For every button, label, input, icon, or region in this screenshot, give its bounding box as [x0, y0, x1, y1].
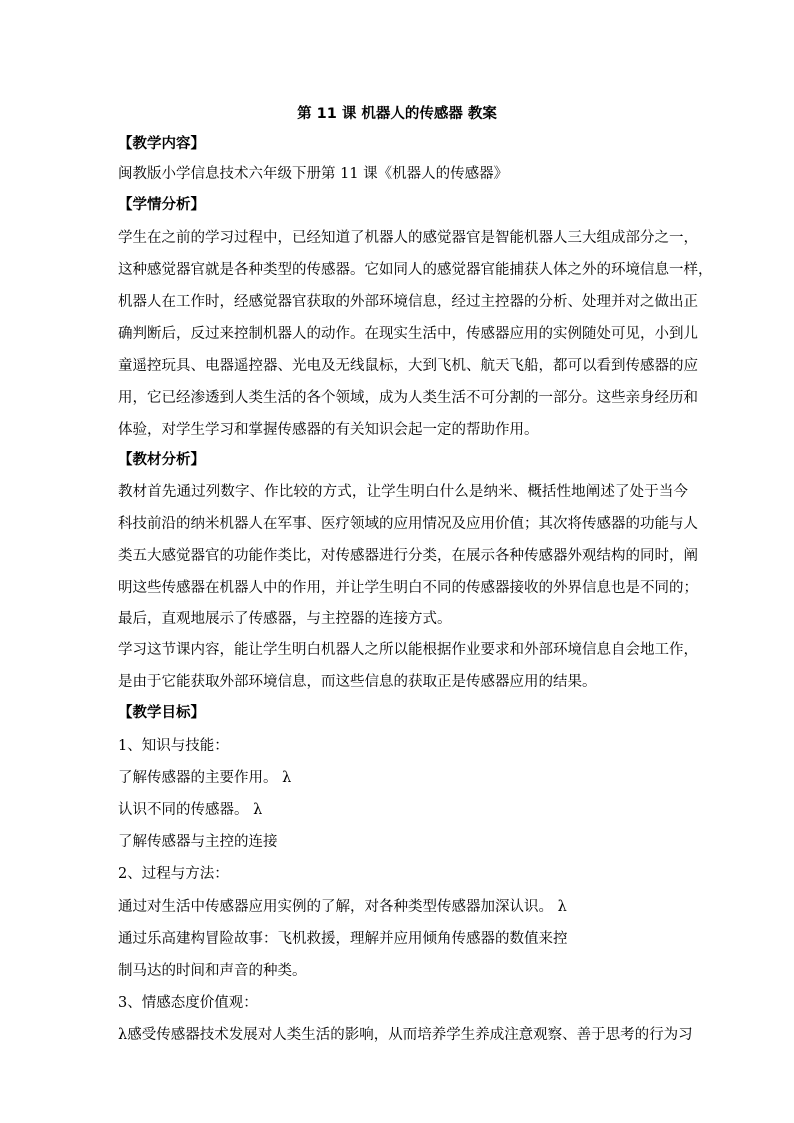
- learner-line: 体验，对学生学习和掌握传感器的有关知识会起一定的帮助作用。: [118, 422, 539, 438]
- goals-line: 3、情感态度价值观：: [118, 995, 258, 1011]
- goals-line: 通过乐高建构冒险故事：飞机救援，理解并应用倾角传感器的数值来控: [118, 931, 568, 947]
- material-line: 教材首先通过列数字、作比较的方式，让学生明白什么是纳米、概括性地阐述了处于当今: [118, 484, 688, 500]
- learner-line: 确判断后，反过来控制机器人的动作。在现实生活中，传感器应用的实例随处可见，小到儿: [118, 326, 698, 342]
- section-heading-content: 【教学内容】: [118, 136, 205, 152]
- goals-line: λ感受传感器技术发展对人类生活的影响，从而培养学生养成注意观察、善于思考的行为习: [118, 1027, 693, 1043]
- goals-line: 了解传感器与主控的连接: [118, 834, 278, 850]
- section-heading-learner: 【学情分析】: [118, 197, 205, 213]
- learner-line: 用，它已经渗透到人类生活的各个领域，成为人类生活不可分割的一部分。这些亲身经历和: [118, 390, 698, 406]
- material-line: 最后，直观地展示了传感器，与主控器的连接方式。: [118, 611, 452, 627]
- learner-line: 这种感觉器官就是各种类型的传感器。它如同人的感觉器官能捕获人体之外的环境信息一样，: [118, 262, 713, 278]
- material-line: 是由于它能获取外部环境信息，而这些信息的获取正是传感器应用的结果。: [118, 674, 597, 690]
- material-line: 明这些传感器在机器人中的作用，并让学生明白不同的传感器接收的外界信息也是不同的；: [118, 580, 698, 596]
- material-line: 科技前沿的纳米机器人在军事、医疗领域的应用情况及应用价值；其次将传感器的功能与人: [118, 516, 698, 532]
- goals-line: 2、过程与方法：: [118, 866, 229, 882]
- learner-line: 童遥控玩具、电器遥控器、光电及无线鼠标，大到飞机、航天飞船，都可以看到传感器的应: [118, 358, 698, 374]
- goals-line: 通过对生活中传感器应用实例的了解，对各种类型传感器加深认识。 λ: [118, 899, 567, 915]
- goals-line: 制马达的时间和声音的种类。: [118, 963, 307, 979]
- material-line: 类五大感觉器官的功能作类比，对传感器进行分类，在展示各种传感器外观结构的同时，阐: [118, 548, 698, 564]
- learner-line: 学生在之前的学习过程中，已经知道了机器人的感觉器官是智能机器人三大组成部分之一，: [118, 230, 698, 246]
- section-heading-goals: 【教学目标】: [118, 705, 205, 721]
- goals-line: 1、知识与技能：: [118, 738, 229, 754]
- content-text: 闽教版小学信息技术六年级下册第 11 课《机器人的传感器》: [118, 166, 509, 182]
- material-line: 学习这节课内容，能让学生明白机器人之所以能根据作业要求和外部环境信息自会地工作，: [118, 642, 698, 658]
- goals-line: 认识不同的传感器。 λ: [118, 802, 263, 818]
- section-heading-material: 【教材分析】: [118, 452, 205, 468]
- document-title: 第 11 课 机器人的传感器 教案: [297, 106, 497, 122]
- goals-line: 了解传感器的主要作用。 λ: [118, 770, 292, 786]
- learner-line: 机器人在工作时，经感觉器官获取的外部环境信息，经过主控器的分析、处理并对之做出正: [118, 294, 698, 310]
